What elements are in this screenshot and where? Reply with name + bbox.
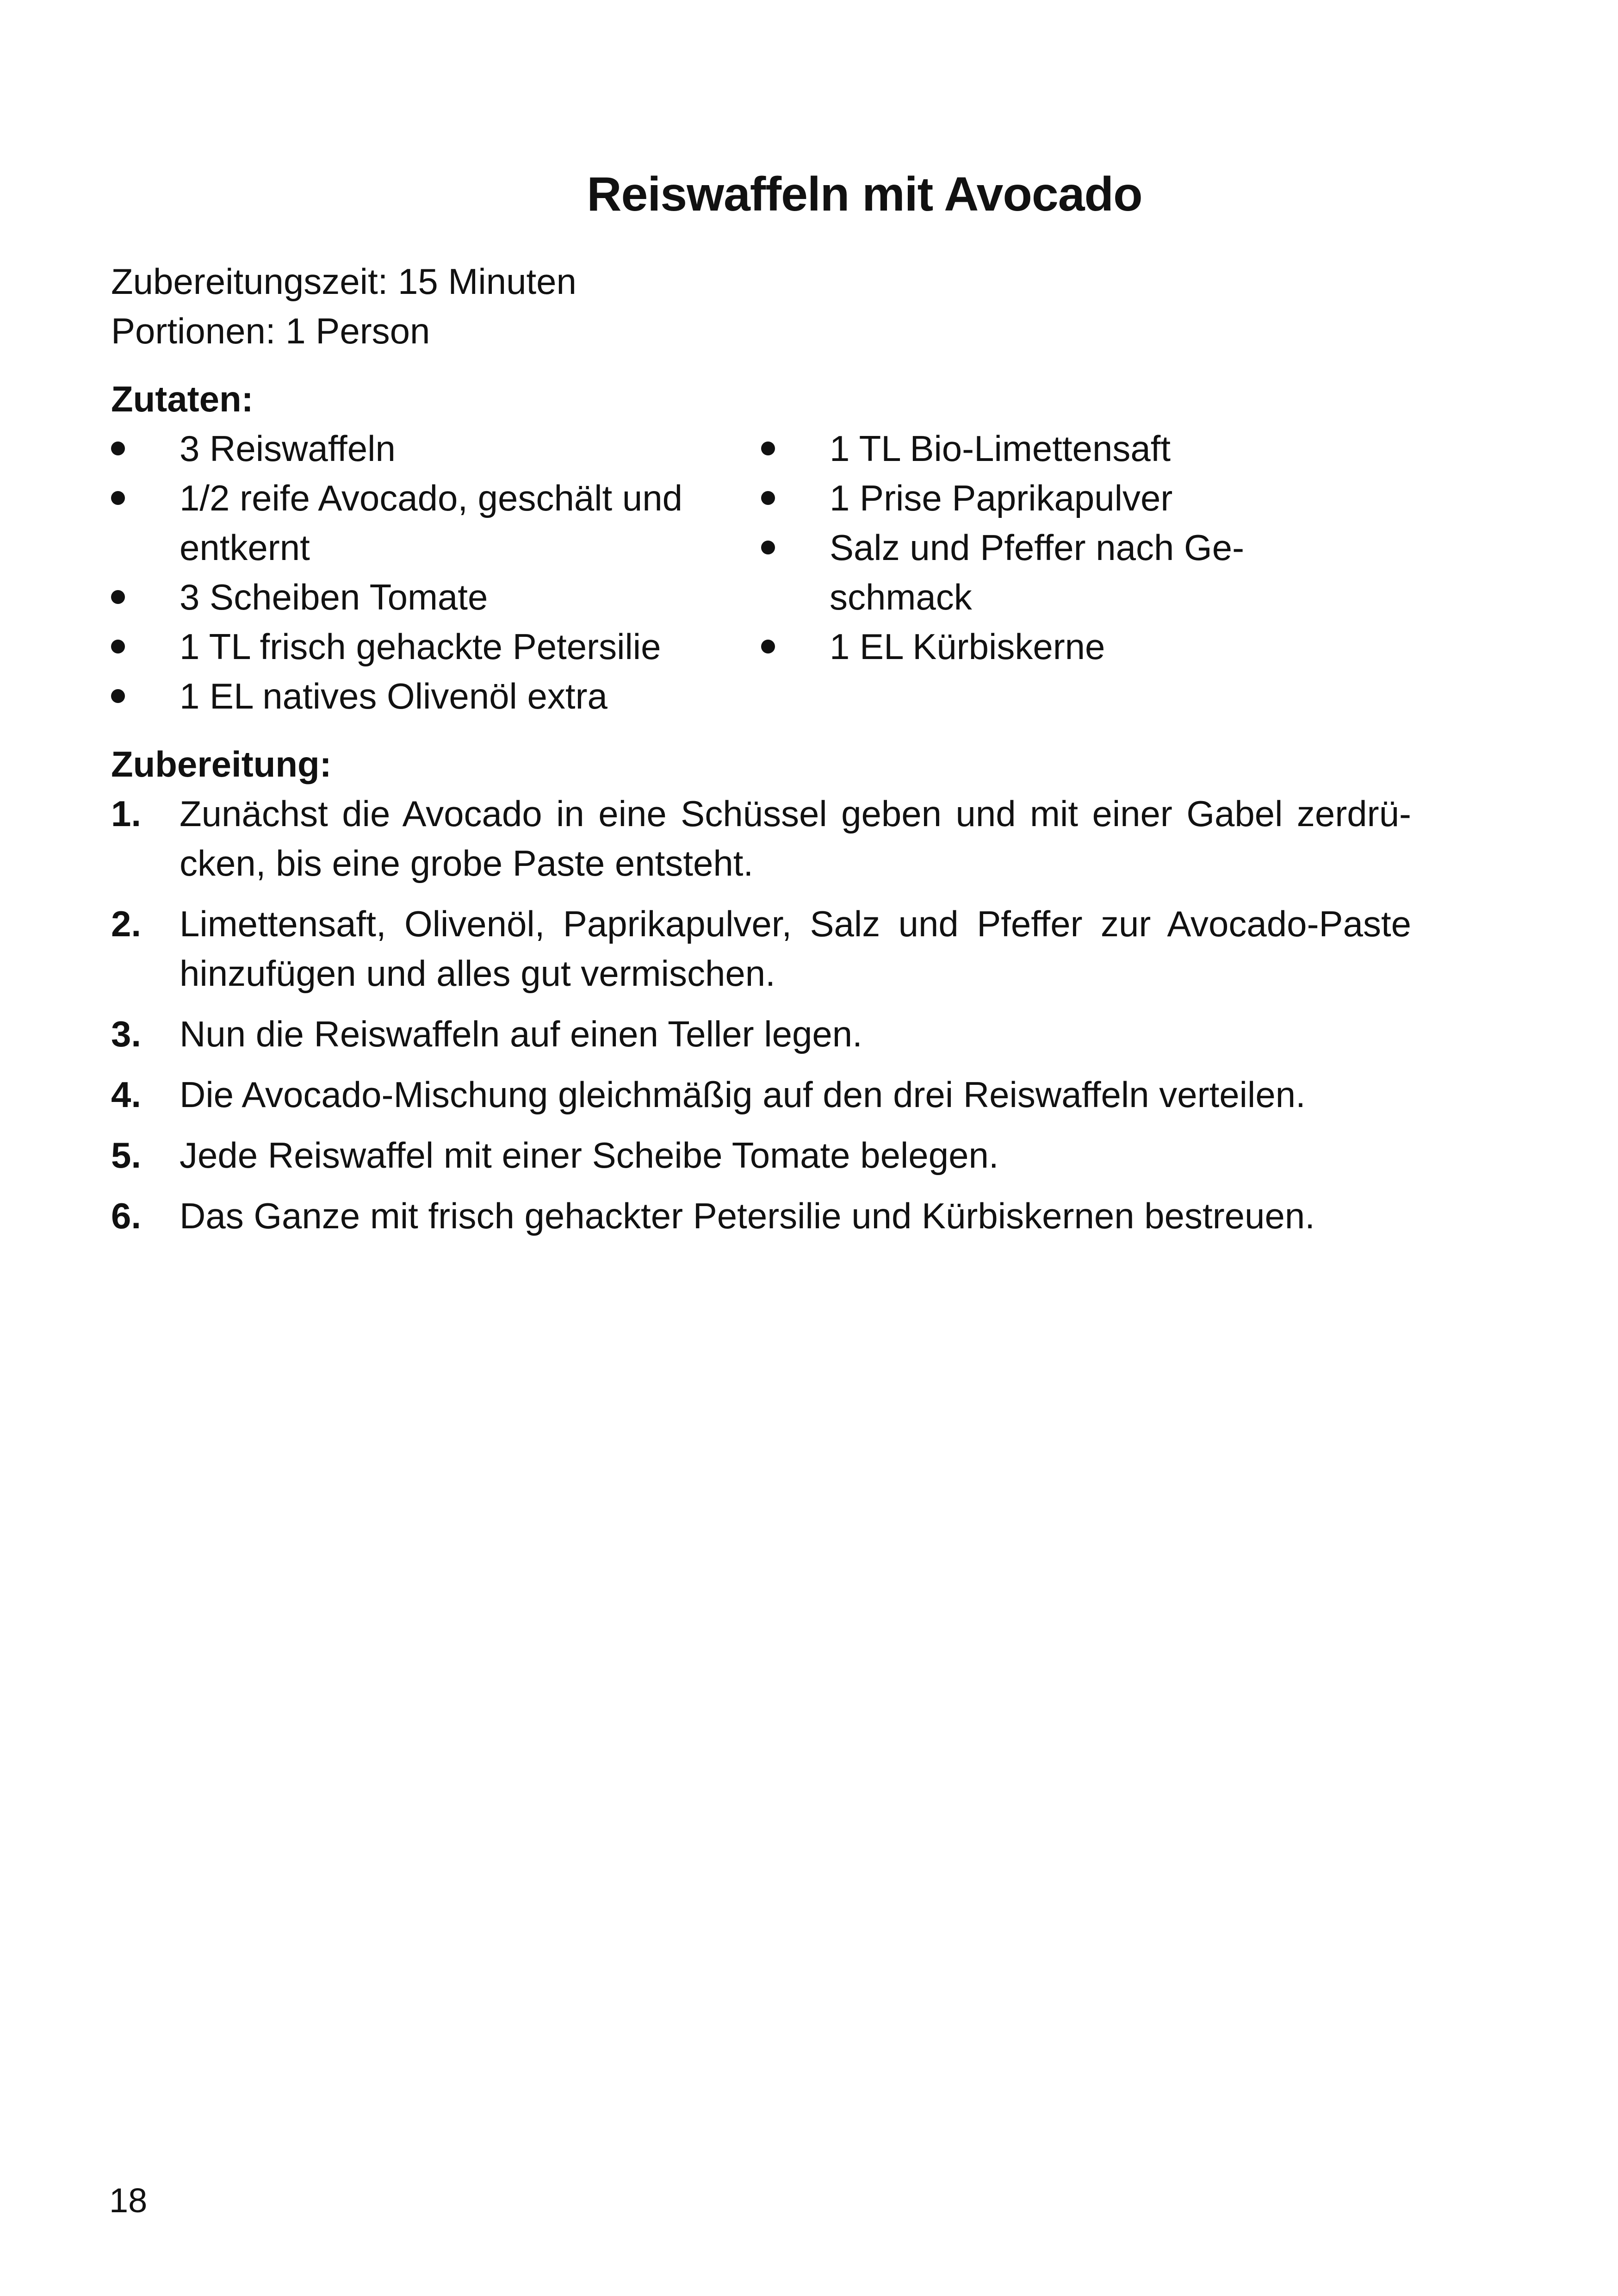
step-item	[111, 789, 1411, 888]
ingredient-item: 1 TL Bio-Limettensaft	[761, 424, 1411, 473]
step-item	[111, 899, 1411, 998]
step-number: 2.	[111, 903, 142, 944]
recipe-title: Reiswaffeln mit Avocado	[587, 168, 1142, 221]
ingredient-item: 3 Scheiben Tomate	[111, 572, 761, 622]
step-text: Nun die Reiswaffeln auf einen Teller legen.	[180, 1014, 862, 1054]
ingredients-left-column	[111, 424, 761, 721]
step-text: Limettensaft, Olivenöl, Paprikapulver, Salz und Pfeffer zur Avocado-Paste hinzufügen und alles gut vermischen.	[180, 903, 1411, 994]
ingredients-right-column	[761, 424, 1411, 721]
ingredient-item: 1 Prise Paprikapulver	[761, 473, 1411, 523]
bullet-icon	[761, 491, 775, 505]
ingredient-item: 1 TL frisch gehackte Petersilie	[111, 622, 761, 672]
step-text: Die Avocado-Mischung gleichmäßig auf den drei Reiswaffeln verteilen.	[180, 1074, 1306, 1115]
prep-time: Zubereitungszeit: 15 Minuten	[111, 261, 577, 302]
ingredient-item: 1 EL Kürbiskerne	[761, 622, 1411, 672]
step-text: Das Ganze mit frisch gehackter Petersilie und Kürbiskernen bestreuen.	[180, 1195, 1315, 1236]
step-item	[111, 1009, 1411, 1059]
step-item	[111, 1131, 1411, 1180]
bullet-icon	[111, 442, 125, 455]
page-number: 18	[109, 2181, 148, 2220]
step-item	[111, 1191, 1411, 1241]
preparation-heading: Zubereitung:	[111, 744, 332, 784]
servings: Portionen: 1 Person	[111, 311, 430, 351]
bullet-icon	[761, 541, 775, 554]
ingredients-columns	[111, 424, 1411, 721]
bullet-icon	[111, 640, 125, 653]
preparation-steps	[111, 789, 1411, 1241]
step-number: 4.	[111, 1074, 142, 1115]
step-number: 3.	[111, 1014, 142, 1054]
step-text: Jede Reiswaffel mit einer Scheibe Tomate belegen.	[180, 1135, 999, 1176]
step-number: 6.	[111, 1195, 142, 1236]
bullet-icon	[111, 491, 125, 505]
ingredient-item: 3 Reiswaffeln	[111, 424, 761, 473]
ingredients-heading: Zutaten:	[111, 379, 254, 419]
bullet-icon	[111, 590, 125, 604]
ingredient-item: Salz und Pfeffer nach Ge-schmack	[761, 523, 1411, 622]
ingredient-item: 1 EL natives Olivenöl extra	[111, 672, 761, 721]
step-number: 1.	[111, 793, 142, 834]
step-text: Zunächst die Avocado in eine Schüssel geben und mit einer Gabel zerdrü-cken, bis eine grobe Paste entsteht.	[180, 793, 1411, 884]
recipe-content	[111, 257, 1411, 1252]
step-number: 5.	[111, 1135, 142, 1176]
bullet-icon	[111, 689, 125, 703]
bullet-icon	[761, 640, 775, 653]
bullet-icon	[761, 442, 775, 455]
ingredient-item: 1/2 reife Avocado, geschält und entkernt	[111, 473, 761, 572]
step-item	[111, 1070, 1411, 1120]
